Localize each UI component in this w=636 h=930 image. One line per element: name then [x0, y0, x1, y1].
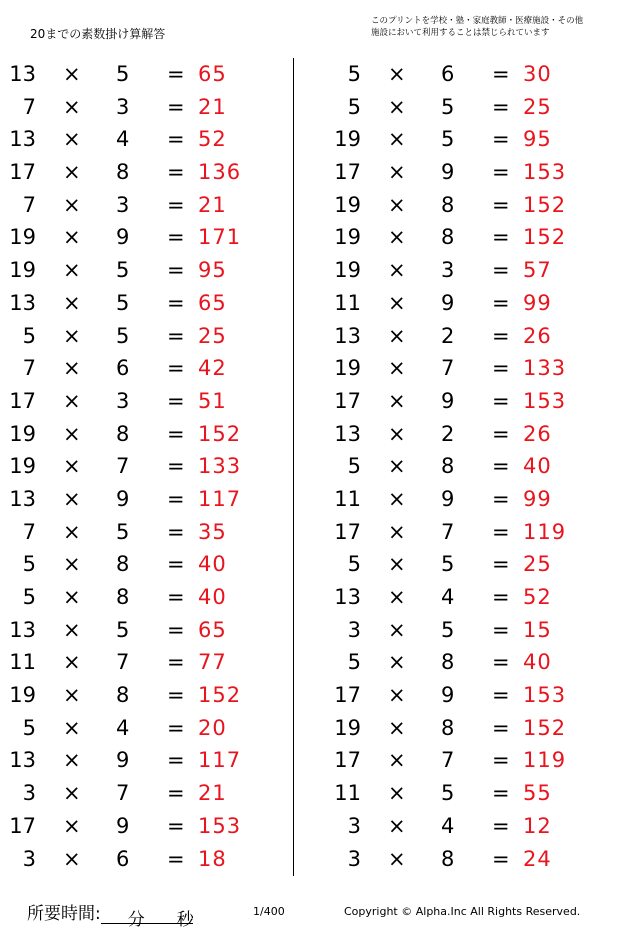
operand-a: 7 [22, 94, 36, 119]
operand-b: 9 [441, 160, 455, 185]
equals-sign: = [492, 552, 510, 577]
answer: 52 [198, 127, 227, 152]
operand-b: 5 [441, 617, 455, 642]
operand-b: 8 [116, 683, 130, 708]
multiply-sign: × [63, 192, 81, 217]
equals-sign: = [492, 715, 510, 740]
answer: 21 [198, 192, 227, 217]
operand-b: 5 [116, 323, 130, 348]
operand-b: 9 [441, 486, 455, 511]
operand-a: 17 [9, 388, 36, 413]
operand-b: 9 [441, 388, 455, 413]
multiply-sign: × [63, 650, 81, 675]
answer: 152 [523, 192, 567, 217]
operand-a: 3 [347, 617, 361, 642]
operand-b: 7 [116, 454, 130, 479]
answer: 117 [198, 748, 242, 773]
operand-b: 8 [116, 552, 130, 577]
answer: 40 [198, 552, 227, 577]
operand-b: 7 [116, 650, 130, 675]
equals-sign: = [167, 650, 185, 675]
multiply-sign: × [63, 454, 81, 479]
minutes-unit: 分 [127, 910, 145, 930]
operand-b: 6 [116, 356, 130, 381]
equals-sign: = [167, 585, 185, 609]
time-label: 所要時間: [27, 904, 101, 924]
answer: 99 [523, 290, 552, 315]
equals-sign: = [492, 421, 510, 446]
operand-a: 13 [334, 421, 361, 446]
operand-b: 8 [441, 650, 455, 675]
equals-sign: = [167, 781, 185, 806]
equals-sign: = [492, 160, 510, 185]
equals-sign: = [167, 715, 185, 740]
answer: 65 [198, 62, 227, 86]
answer: 152 [523, 715, 567, 740]
answer: 99 [523, 486, 552, 511]
answer: 119 [523, 519, 567, 544]
equals-sign: = [492, 62, 510, 86]
equals-sign: = [492, 323, 510, 348]
operand-b: 8 [441, 454, 455, 479]
equals-sign: = [167, 127, 185, 152]
operand-b: 9 [441, 290, 455, 315]
equals-sign: = [167, 160, 185, 185]
time-taken-field [27, 899, 194, 930]
operand-a: 5 [347, 94, 361, 119]
answer: 65 [198, 290, 227, 315]
operand-b: 8 [116, 160, 130, 185]
operand-a: 7 [22, 356, 36, 381]
multiply-sign: × [63, 813, 81, 838]
operand-a: 17 [9, 160, 36, 185]
operand-a: 19 [334, 356, 361, 381]
operand-b: 3 [116, 388, 130, 413]
page-number: 1/400 [253, 905, 285, 918]
multiply-sign: × [388, 225, 406, 250]
multiply-sign: × [388, 552, 406, 577]
operand-a: 5 [347, 62, 361, 86]
equals-sign: = [167, 94, 185, 119]
answer: 21 [198, 781, 227, 806]
equals-sign: = [492, 94, 510, 119]
operand-a: 5 [22, 552, 36, 577]
operand-b: 2 [441, 421, 455, 446]
multiply-sign: × [388, 356, 406, 381]
operand-b: 8 [441, 846, 455, 871]
multiply-sign: × [63, 323, 81, 348]
multiply-sign: × [388, 127, 406, 152]
operand-a: 3 [22, 846, 36, 871]
operand-b: 9 [116, 225, 130, 250]
equals-sign: = [167, 454, 185, 479]
equals-sign: = [167, 388, 185, 413]
multiply-sign: × [388, 519, 406, 544]
operand-a: 19 [9, 683, 36, 708]
operand-b: 6 [116, 846, 130, 871]
operand-b: 4 [441, 585, 455, 609]
multiply-sign: × [63, 585, 81, 609]
multiply-sign: × [388, 585, 406, 609]
answer: 65 [198, 617, 227, 642]
answer: 119 [523, 748, 567, 773]
equals-sign: = [492, 519, 510, 544]
equals-sign: = [167, 683, 185, 708]
equals-sign: = [492, 290, 510, 315]
operand-b: 7 [441, 356, 455, 381]
operand-b: 5 [116, 258, 130, 283]
equals-sign: = [492, 486, 510, 511]
multiply-sign: × [63, 160, 81, 185]
operand-b: 7 [116, 781, 130, 806]
equals-sign: = [167, 62, 185, 86]
multiply-sign: × [388, 650, 406, 675]
usage-notice [371, 15, 621, 39]
answer: 30 [523, 62, 552, 86]
operand-b: 5 [441, 781, 455, 806]
equals-sign: = [492, 225, 510, 250]
operand-b: 9 [441, 683, 455, 708]
answer: 153 [523, 388, 567, 413]
multiply-sign: × [388, 290, 406, 315]
multiply-sign: × [388, 192, 406, 217]
operand-a: 13 [9, 486, 36, 511]
operand-b: 9 [116, 748, 130, 773]
operand-a: 3 [22, 781, 36, 806]
equals-sign: = [492, 683, 510, 708]
operand-a: 17 [9, 813, 36, 838]
usage-notice-line: このプリントを学校・塾・家庭教師・医療施設・その他 [371, 16, 584, 26]
operand-a: 17 [334, 160, 361, 185]
answer: 25 [523, 552, 552, 577]
multiply-sign: × [388, 258, 406, 283]
operand-b: 8 [116, 421, 130, 446]
operand-a: 5 [22, 715, 36, 740]
operand-b: 9 [116, 486, 130, 511]
equals-sign: = [167, 225, 185, 250]
multiply-sign: × [388, 160, 406, 185]
operand-b: 5 [441, 94, 455, 119]
operand-a: 5 [22, 585, 36, 609]
operand-a: 3 [347, 813, 361, 838]
operand-b: 4 [116, 127, 130, 152]
operand-a: 19 [9, 421, 36, 446]
operand-a: 13 [334, 323, 361, 348]
operand-a: 11 [9, 650, 36, 675]
operand-a: 7 [22, 192, 36, 217]
copyright-notice: Copyright © Alpha.Inc All Rights Reserved. [344, 905, 581, 918]
multiply-sign: × [63, 519, 81, 544]
usage-notice-line: 施設において利用することは禁じられています [371, 28, 550, 38]
operand-b: 8 [441, 225, 455, 250]
multiply-sign: × [63, 127, 81, 152]
equals-sign: = [167, 421, 185, 446]
multiply-sign: × [63, 388, 81, 413]
equals-sign: = [167, 813, 185, 838]
answer: 35 [198, 519, 227, 544]
operand-b: 9 [116, 813, 130, 838]
operand-a: 19 [334, 715, 361, 740]
multiply-sign: × [388, 388, 406, 413]
equals-sign: = [167, 290, 185, 315]
equals-sign: = [167, 486, 185, 511]
operand-a: 19 [334, 192, 361, 217]
answer: 24 [523, 846, 552, 871]
answer: 57 [523, 258, 552, 283]
multiply-sign: × [388, 781, 406, 806]
answer: 77 [198, 650, 227, 675]
operand-b: 3 [116, 94, 130, 119]
operand-a: 5 [347, 650, 361, 675]
equals-sign: = [492, 813, 510, 838]
answer: 133 [523, 356, 567, 381]
answer: 52 [523, 585, 552, 609]
equals-sign: = [492, 127, 510, 152]
answer: 51 [198, 388, 227, 413]
operand-a: 11 [334, 781, 361, 806]
operand-a: 5 [347, 454, 361, 479]
answer: 40 [198, 585, 227, 609]
multiply-sign: × [63, 715, 81, 740]
equals-sign: = [492, 846, 510, 871]
operand-a: 13 [9, 127, 36, 152]
multiply-sign: × [63, 748, 81, 773]
multiply-sign: × [63, 258, 81, 283]
answer: 153 [198, 813, 242, 838]
multiply-sign: × [388, 748, 406, 773]
multiply-sign: × [388, 617, 406, 642]
operand-b: 5 [116, 62, 130, 86]
operand-b: 5 [116, 617, 130, 642]
answer: 152 [198, 421, 242, 446]
answer: 117 [198, 486, 242, 511]
operand-b: 8 [441, 192, 455, 217]
operand-a: 17 [334, 388, 361, 413]
operand-a: 11 [334, 486, 361, 511]
multiply-sign: × [63, 846, 81, 871]
answer: 25 [523, 94, 552, 119]
multiply-sign: × [388, 454, 406, 479]
equals-sign: = [492, 585, 510, 609]
answer: 136 [198, 160, 242, 185]
multiply-sign: × [63, 781, 81, 806]
equals-sign: = [167, 846, 185, 871]
operand-b: 2 [441, 323, 455, 348]
multiply-sign: × [63, 290, 81, 315]
answer: 133 [198, 454, 242, 479]
answer: 153 [523, 683, 567, 708]
multiply-sign: × [388, 683, 406, 708]
equals-sign: = [492, 192, 510, 217]
operand-a: 19 [9, 454, 36, 479]
equals-sign: = [492, 258, 510, 283]
operand-a: 11 [334, 290, 361, 315]
page-title: 20までの素数掛け算解答 [30, 27, 166, 41]
multiply-sign: × [388, 94, 406, 119]
answer: 25 [198, 323, 227, 348]
operand-b: 8 [116, 585, 130, 609]
equals-sign: = [492, 748, 510, 773]
multiply-sign: × [63, 486, 81, 511]
operand-b: 8 [441, 715, 455, 740]
operand-a: 13 [9, 290, 36, 315]
multiply-sign: × [63, 356, 81, 381]
equals-sign: = [492, 356, 510, 381]
answer: 18 [198, 846, 227, 871]
operand-a: 19 [334, 225, 361, 250]
operand-a: 13 [9, 62, 36, 86]
multiply-sign: × [388, 486, 406, 511]
operand-a: 5 [22, 323, 36, 348]
multiply-sign: × [63, 421, 81, 446]
multiply-sign: × [63, 225, 81, 250]
multiply-sign: × [388, 421, 406, 446]
operand-a: 19 [334, 258, 361, 283]
answer: 15 [523, 617, 552, 642]
multiply-sign: × [388, 715, 406, 740]
answer: 40 [523, 454, 552, 479]
operand-b: 5 [116, 519, 130, 544]
answer: 40 [523, 650, 552, 675]
answer: 95 [523, 127, 552, 152]
multiply-sign: × [388, 323, 406, 348]
equals-sign: = [167, 323, 185, 348]
operand-a: 7 [22, 519, 36, 544]
equals-sign: = [492, 650, 510, 675]
operand-b: 3 [441, 258, 455, 283]
multiply-sign: × [388, 62, 406, 86]
answer: 12 [523, 813, 552, 838]
operand-a: 3 [347, 846, 361, 871]
answer: 55 [523, 781, 552, 806]
operand-a: 19 [9, 258, 36, 283]
operand-b: 3 [116, 192, 130, 217]
operand-b: 5 [441, 127, 455, 152]
answer: 152 [523, 225, 567, 250]
answer: 26 [523, 421, 552, 446]
operand-a: 17 [334, 683, 361, 708]
time-blank [101, 905, 194, 930]
equals-sign: = [492, 617, 510, 642]
operand-a: 19 [334, 127, 361, 152]
multiply-sign: × [63, 552, 81, 577]
operand-b: 5 [441, 552, 455, 577]
multiply-sign: × [63, 617, 81, 642]
answer: 171 [198, 225, 242, 250]
operand-b: 5 [116, 290, 130, 315]
operand-a: 13 [9, 748, 36, 773]
operand-b: 4 [116, 715, 130, 740]
equals-sign: = [167, 617, 185, 642]
answer: 152 [198, 683, 242, 708]
answer: 42 [198, 356, 227, 381]
multiply-sign: × [63, 94, 81, 119]
multiply-sign: × [388, 846, 406, 871]
equals-sign: = [167, 258, 185, 283]
multiply-sign: × [388, 813, 406, 838]
operand-a: 13 [9, 617, 36, 642]
operand-a: 19 [9, 225, 36, 250]
operand-a: 17 [334, 748, 361, 773]
equals-sign: = [492, 781, 510, 806]
operand-a: 17 [334, 519, 361, 544]
equals-sign: = [167, 748, 185, 773]
multiply-sign: × [63, 683, 81, 708]
answer: 20 [198, 715, 227, 740]
equals-sign: = [167, 192, 185, 217]
equals-sign: = [167, 519, 185, 544]
answer: 95 [198, 258, 227, 283]
equals-sign: = [167, 552, 185, 577]
operand-a: 5 [347, 552, 361, 577]
answer: 21 [198, 94, 227, 119]
operand-b: 4 [441, 813, 455, 838]
seconds-unit: 秒 [176, 910, 194, 930]
equals-sign: = [492, 454, 510, 479]
operand-b: 7 [441, 748, 455, 773]
answer: 153 [523, 160, 567, 185]
operand-b: 7 [441, 519, 455, 544]
multiply-sign: × [63, 62, 81, 86]
operand-a: 13 [334, 585, 361, 609]
equals-sign: = [167, 356, 185, 381]
answer: 26 [523, 323, 552, 348]
equals-sign: = [492, 388, 510, 413]
operand-b: 6 [441, 62, 455, 86]
column-divider [293, 58, 294, 876]
